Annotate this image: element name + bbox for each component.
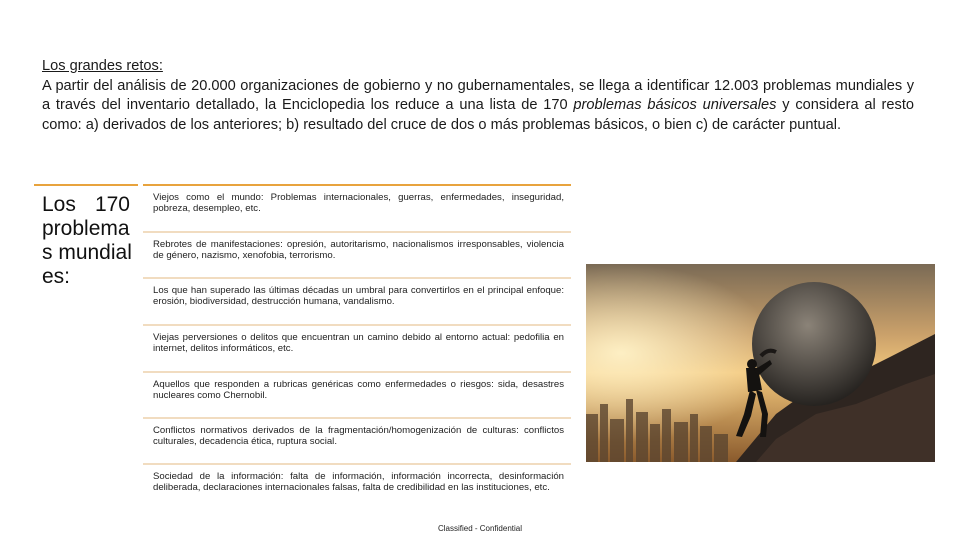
list-item: Conflictos normativos derivados de la fragmentación/homogenización de culturas: conflictos culturales, decadencia ética, ruptura social.: [143, 419, 571, 465]
list-item: Sociedad de la información: falta de información, información incorrecta, desinformación deliberada, declaraciones internacionales falsas, falta de credibilidad en las instituciones, etc.: [153, 471, 564, 494]
list-item: Aquellos que responden a rubricas genéricas como enfermedades o riesgos: sida, desastres nucleares como Chernobil.: [143, 373, 571, 419]
problems-heading-number: 170: [94, 193, 130, 216]
problems-heading: [34, 184, 138, 289]
intro-paragraph: [42, 78, 914, 133]
list-item: Viejos como el mundo: Problemas internacionales, guerras, enfermedades, inseguridad, pobreza, desempleo, etc.: [143, 186, 571, 233]
boulder-photo: [586, 264, 935, 462]
intro-paragraph-end: y considera al resto como: a) derivados de los anteriores; b) resultado del cruce de dos o más problemas básicos, o bien c) de carácter puntual.: [42, 97, 914, 133]
problems-heading-rest: problemas mundiales:: [42, 217, 132, 288]
intro-paragraph-start: A partir del análisis de 20.000 organizaciones de gobierno y no gubernamentales, se llega a identificar 12.003 problemas mundiales y a través del inventario detallado, la Enciclopedia los reduce a una lista de 170: [42, 77, 914, 113]
classification-footer: Classified - Confidential: [437, 524, 523, 533]
problems-list: [143, 184, 571, 514]
list-item: Viejas perversiones o delitos que encuentran un camino debido al entorno actual: pedofilia en internet, delitos informáticos, etc.: [143, 326, 571, 373]
problems-heading-line1: [42, 193, 138, 217]
intro-paragraph-italic: problemas básicos universales: [573, 97, 777, 113]
problems-heading-word1: Los: [42, 193, 76, 216]
intro-text: [42, 57, 914, 135]
list-item: Los que han superado las últimas décadas un umbral para convertirlos en el principal enfoque: erosión, biodiversidad, destrucción humana, vandalismo.: [143, 279, 571, 326]
list-item: Rebrotes de manifestaciones: opresión, autoritarismo, nacionalismos irresponsables, violencia de género, nazismo, xenofobia, terrorismo.: [143, 233, 571, 279]
section-title: Los grandes retos:: [42, 58, 163, 74]
